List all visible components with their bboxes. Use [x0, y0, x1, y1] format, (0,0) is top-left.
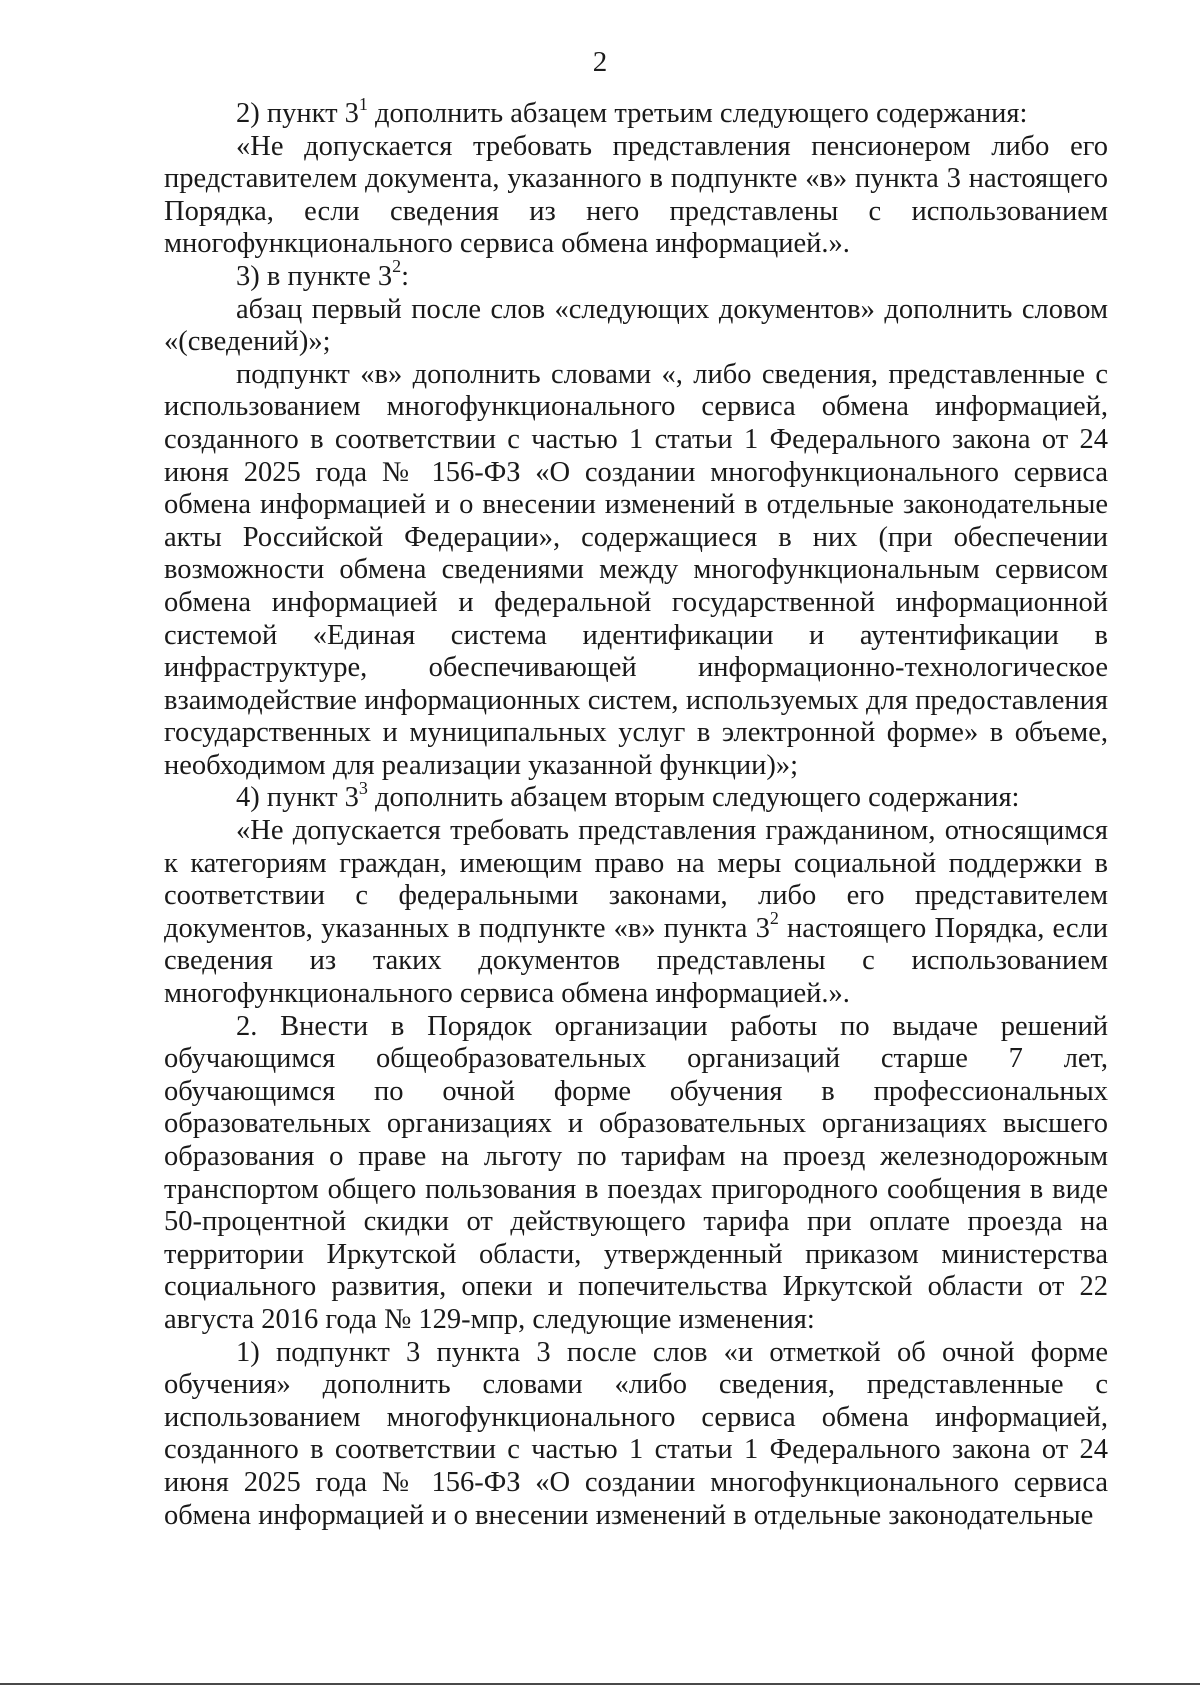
paragraph-5: подпункт «в» дополнить словами «, либо сведения, представленные с использованием многофункционального сервиса обмена информацией, созданного в соответствии с частью 1 статьи 1 Федерального закона от 24 июня 2025 года № 156-ФЗ «О создании многофункционального сервиса обмена информацией и о внесении изменений в отдельные законодательные акты Российской Федерации», содержащиеся в них (при обеспечении возможности обмена сведениями между многофункциональным сервисом обмена информацией и федеральной государственной информационной системой «Единая система идентификации и аутентификации в инфраструктуре, обеспечивающей информационно-технологическое взаимодействие информационных систем, используемых для предоставления государственных и муниципальных услуг в электронной форме» в объеме, необходимом для реализации указанной функции)»; [164, 358, 1108, 781]
document-body [164, 93, 1108, 1532]
superscript: 1 [358, 93, 368, 114]
paragraph-3: 3) в пункте $3^2$: [236, 256, 410, 292]
superscript: 2 [769, 908, 779, 929]
page-number: 2 [592, 46, 608, 78]
superscript: 3 [358, 777, 368, 798]
bottom-scan-edge [0, 1683, 1200, 1685]
paragraph-4: абзац первый после слов «следующих документов» дополнить словом «(сведений)»; [164, 293, 1108, 358]
paragraph-9: 1) подпункт 3 пункта 3 после слов «и отметкой об очной форме обучения» дополнить словами «либо сведения, представленные с использованием многофункционального сервиса обмена информацией, созданного в соответствии с частью 1 статьи 1 Федерального закона от 24 июня 2025 года № 156-ФЗ «О создании многофункционального сервиса обмена информацией и о внесении изменений в отдельные законодательные [164, 1336, 1108, 1531]
paragraph-6: 4) пункт $3^3$ дополнить абзацем вторым следующего содержания: [236, 777, 1020, 814]
paragraph-2: «Не допускается требовать представления пенсионером либо его представителем документа, указанного в подпункте «в» пункта 3 настоящего Порядка, если сведения из него представлены с использованием многофункционального сервиса обмена информацией.». [164, 130, 1108, 260]
paragraph-1: 2) пункт $3^1$ дополнить абзацем третьим следующего содержания: [236, 93, 1028, 129]
paragraph-8: 2. Внести в Порядок организации работы по выдаче решений обучающимся общеобразовательных организаций старше 7 лет, обучающимся по очной форме обучения в профессиональных образовательных организациях и образовательных организациях высшего образования о праве на льготу по тарифам на проезд железнодорожным транспортом общего пользования в поездах пригородного сообщения в виде 50-процентной скидки от действующего тарифа при оплате проезда на территории Иркутской области, утвержденный приказом министерства социального развития, опеки и попечительства Иркутской области от 22 августа 2016 года № 129-мпр, следующие изменения: [164, 1010, 1108, 1335]
superscript: 2 [392, 256, 402, 277]
paragraph-7: «Не допускается требовать представления гражданином, относящимся к категориям граждан, имеющим право на меры социальной поддержки в соответствии с федеральными законами, либо его представителем документов, указанных в подпункте «в» пункта $3^2$ настоящего Порядка, если сведения из таких документов представлены с использованием многофункционального сервиса обмена информацией.». [164, 815, 1108, 1010]
